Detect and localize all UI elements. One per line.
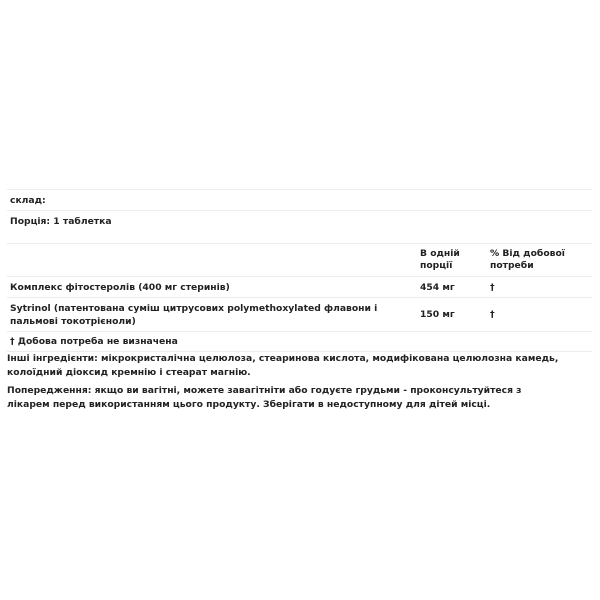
header-amount: В одній порції — [420, 247, 460, 271]
table-row — [7, 276, 592, 297]
facts-title-row — [7, 189, 592, 210]
ingredient-amount: 150 мг — [420, 309, 455, 320]
other-ingredients: Інші інгредієнти: мікрокристалічна целюлоза, стеаринова кислота, модифікована целюлозна камедь, колоїдний діоксид кремнію і стеарат магнію. — [7, 353, 559, 378]
table-row — [7, 297, 592, 331]
footnote-row — [7, 331, 592, 352]
serving-size-row — [7, 210, 592, 231]
table-header-row — [7, 243, 592, 276]
footnote: † Добова потреба не визначена — [10, 336, 178, 347]
warning-text: Попередження: якщо ви вагітні, можете завагітніти або годуєте грудьми - проконсультуйтеся з лікарем перед використанням цього продукту. Зберігати в недоступному для дітей місці. — [7, 385, 522, 410]
ingredient-amount: 454 мг — [420, 281, 455, 293]
header-daily-value: % Від добової потреби — [490, 247, 565, 271]
supplement-facts-table — [7, 189, 592, 352]
ingredient-name: Комплекс фітостеролів (400 мг стеринів) — [10, 281, 230, 293]
facts-title: склад: — [10, 194, 46, 206]
ingredient-daily-value: † — [490, 281, 495, 293]
ingredient-name: Sytrinol (патентована суміш цитрусових polymethoxylated флавони і пальмові токотрієноли) — [10, 302, 378, 327]
serving-size: Порція: 1 таблетка — [10, 215, 112, 227]
ingredient-daily-value: † — [490, 309, 495, 320]
